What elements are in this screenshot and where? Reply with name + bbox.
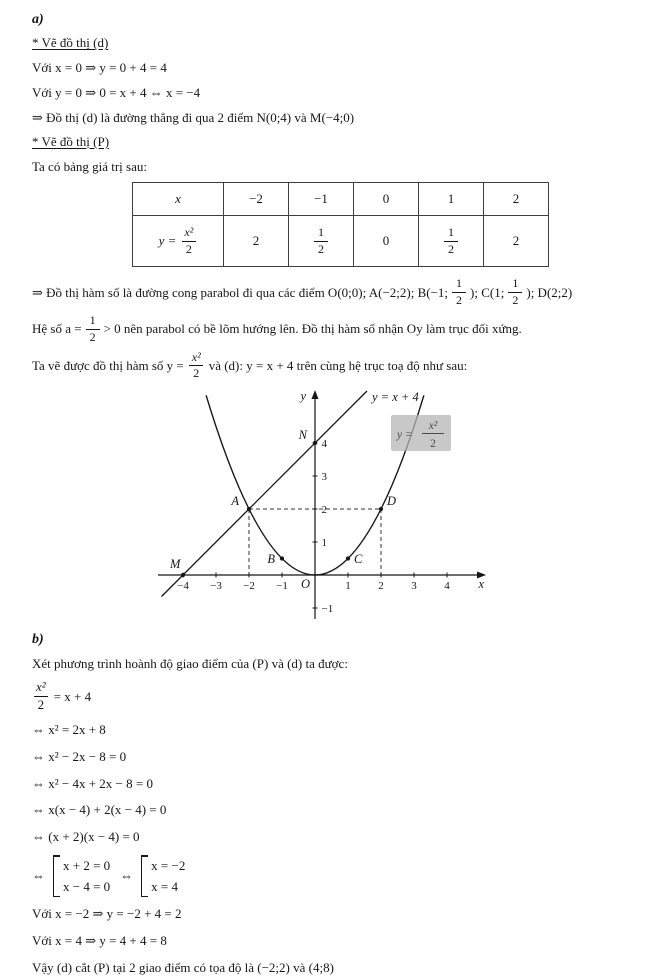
cell-x-value-1: −1 (289, 183, 354, 216)
line-d-conclusion: ⇒ Đồ thị (d) là đường thẳng đi qua 2 điểm N(0;4) và M(−4;0) (32, 109, 355, 125)
coefficient-text-1: Hệ số a = (32, 321, 82, 337)
y-function-fraction: $\frac{\text{x²}}{2}$ (180, 226, 197, 257)
point-label-A: A (231, 494, 239, 509)
cell-x-value-0: −2 (224, 183, 289, 216)
section-b-label: b) (32, 632, 44, 648)
step-y-equals-0: Với y = 0 ⇒ 0 = x + 4 ⇔ x = −4 (32, 84, 201, 100)
point-label-M: M (170, 557, 181, 572)
x-tick-label: −1 (276, 580, 288, 593)
coordinate-graph (150, 387, 490, 622)
system-left-bottom: x − 4 = 0 (63, 878, 111, 894)
y-tick-label: 2 (321, 504, 327, 517)
cell-y-value-0: 2 (224, 216, 289, 267)
line-d (162, 391, 368, 597)
equation-step-4: ⇔ x(x − 4) + 2(x − 4) = 0 (32, 802, 167, 818)
cell-x-value-3: 1 (419, 183, 484, 216)
parabola-points-text-1: ⇒ Đồ thị hàm số là đường cong parabol đi qua các điểm O(0;0); A(−2;2); B(−1; (32, 284, 449, 300)
x-tick-label: 4 (444, 580, 450, 593)
x-tick-label: 2 (378, 580, 384, 593)
equation-step-5: ⇔ (x + 2)(x − 4) = 0 (32, 829, 140, 845)
system-right-bracket (141, 855, 187, 897)
line-equation-label: y = x + 4 (372, 390, 419, 405)
final-conclusion: Vậy (d) cắt (P) tại 2 giao điểm có tọa độ là (−2;2) và (4;8) (32, 959, 334, 975)
equation-system (32, 855, 634, 897)
parabola-points-text-3: ); D(2;2) (526, 284, 573, 300)
y-tick-label: 3 (321, 471, 327, 484)
value-table (132, 182, 549, 267)
point-dot-M (181, 573, 185, 577)
cell-y-value-3 (419, 216, 484, 267)
x-squared-over-2-fraction: $\frac{\text{x²}}{2}$ (188, 351, 205, 382)
point-label-N: N (298, 428, 307, 443)
substitution-x-4: Với x = 4 ⇒ y = 4 + 4 = 8 (32, 933, 167, 949)
parabola-label-prefix: y = (397, 429, 413, 442)
y-tick-label: 4 (321, 438, 327, 451)
parabola-points-line (32, 277, 634, 308)
cell-y-value-2: 0 (354, 216, 419, 267)
point-label-O: O (300, 577, 310, 592)
system-left-bracket (53, 855, 112, 897)
point-dot-A (247, 507, 251, 511)
draw-intro-text-2: và (d): y = x + 4 trên cùng hệ trục toạ độ như sau: (208, 358, 468, 374)
coefficient-line (32, 314, 634, 345)
y-tick-label: 1 (321, 537, 327, 550)
point-label-B: B (267, 552, 275, 567)
draw-intro-line (32, 351, 634, 382)
cell-y-value-4: 2 (484, 216, 549, 267)
x-tick-label: −2 (243, 580, 255, 593)
draw-intro-text-1: Ta vẽ được đồ thị hàm số y = (32, 358, 184, 374)
coefficient-text-2: > 0 nên parabol có bề lõm hướng lên. Đồ thị hàm số nhận Oy làm trục đối xứng. (103, 321, 522, 337)
equation-first-rhs: = x + 4 (53, 688, 92, 704)
half-fraction: $\frac{1}{2}$ (444, 226, 458, 257)
system-right-bottom: x = 4 (151, 878, 179, 894)
point-dots (181, 441, 383, 577)
table-intro: Ta có bảng giá trị sau: (32, 158, 147, 174)
cell-y-value-1 (289, 216, 354, 267)
y-neg-tick-label: −1 (321, 603, 334, 616)
system-left-top: x + 2 = 0 (63, 858, 111, 874)
point-dot-D (379, 507, 383, 511)
x-axis-label: x (478, 577, 484, 592)
point-dot-N (313, 441, 317, 445)
parabola-label-denominator: 2 (430, 438, 436, 451)
cell-y-label (133, 216, 224, 267)
table-row-y (133, 216, 549, 267)
section-a-label: a) (32, 12, 44, 27)
x-variable: x (175, 191, 181, 207)
x-tick-label: −4 (177, 580, 189, 593)
point-label-C: C (354, 552, 363, 567)
step-x-equals-0: Với x = 0 ⇒ y = 0 + 4 = 4 (32, 60, 167, 75)
y-axis-label: y (300, 389, 306, 404)
equation-step-3: ⇔ x² − 4x + 2x − 8 = 0 (32, 775, 153, 791)
cell-x-label (133, 183, 224, 216)
parabola-points-text-2: ); C(1; (470, 284, 505, 300)
cell-x-value-4: 2 (484, 183, 549, 216)
half-fraction: $\frac{1}{2}$ (508, 277, 522, 308)
y-axis-arrow (312, 390, 319, 399)
equation-first (32, 680, 634, 713)
half-fraction: $\frac{1}{2}$ (452, 277, 466, 308)
point-dot-C (346, 557, 350, 561)
point-label-D: D (387, 494, 397, 509)
system-mid-arrow: ⇔ (120, 868, 134, 884)
equation-step-2: ⇔ x² − 2x − 8 = 0 (32, 748, 127, 764)
y-function-prefix: y = (158, 233, 177, 249)
heading-draw-parabola-p: * Vẽ đồ thị (P) (32, 133, 110, 149)
graph-container (150, 387, 634, 626)
cell-x-value-2: 0 (354, 183, 419, 216)
x-squared-over-2-fraction: $\frac{\text{x²}}{2}$ (32, 680, 50, 713)
equation-step-1: ⇔ x² = 2x + 8 (32, 721, 106, 737)
parabola-label-numerator: x² (428, 420, 438, 433)
system-lead-arrow: ⇔ (32, 868, 45, 884)
solution-document (32, 12, 634, 978)
table-row-x (133, 183, 549, 216)
x-tick-label: 1 (345, 580, 351, 593)
system-right-top: x = −2 (151, 858, 186, 874)
half-fraction: $\frac{1}{2}$ (314, 226, 328, 257)
point-dot-B (280, 557, 284, 561)
heading-draw-line-d: * Vẽ đồ thị (d) (32, 35, 109, 50)
half-fraction: $\frac{1}{2}$ (86, 314, 100, 345)
x-tick-label: −3 (210, 580, 222, 593)
parabola-equation-label (391, 415, 451, 451)
x-tick-label: 3 (411, 580, 417, 593)
part-b-intro: Xét phương trình hoành độ giao điểm của (P) và (d) ta được: (32, 656, 348, 672)
substitution-x-neg-2: Với x = −2 ⇒ y = −2 + 4 = 2 (32, 906, 182, 922)
